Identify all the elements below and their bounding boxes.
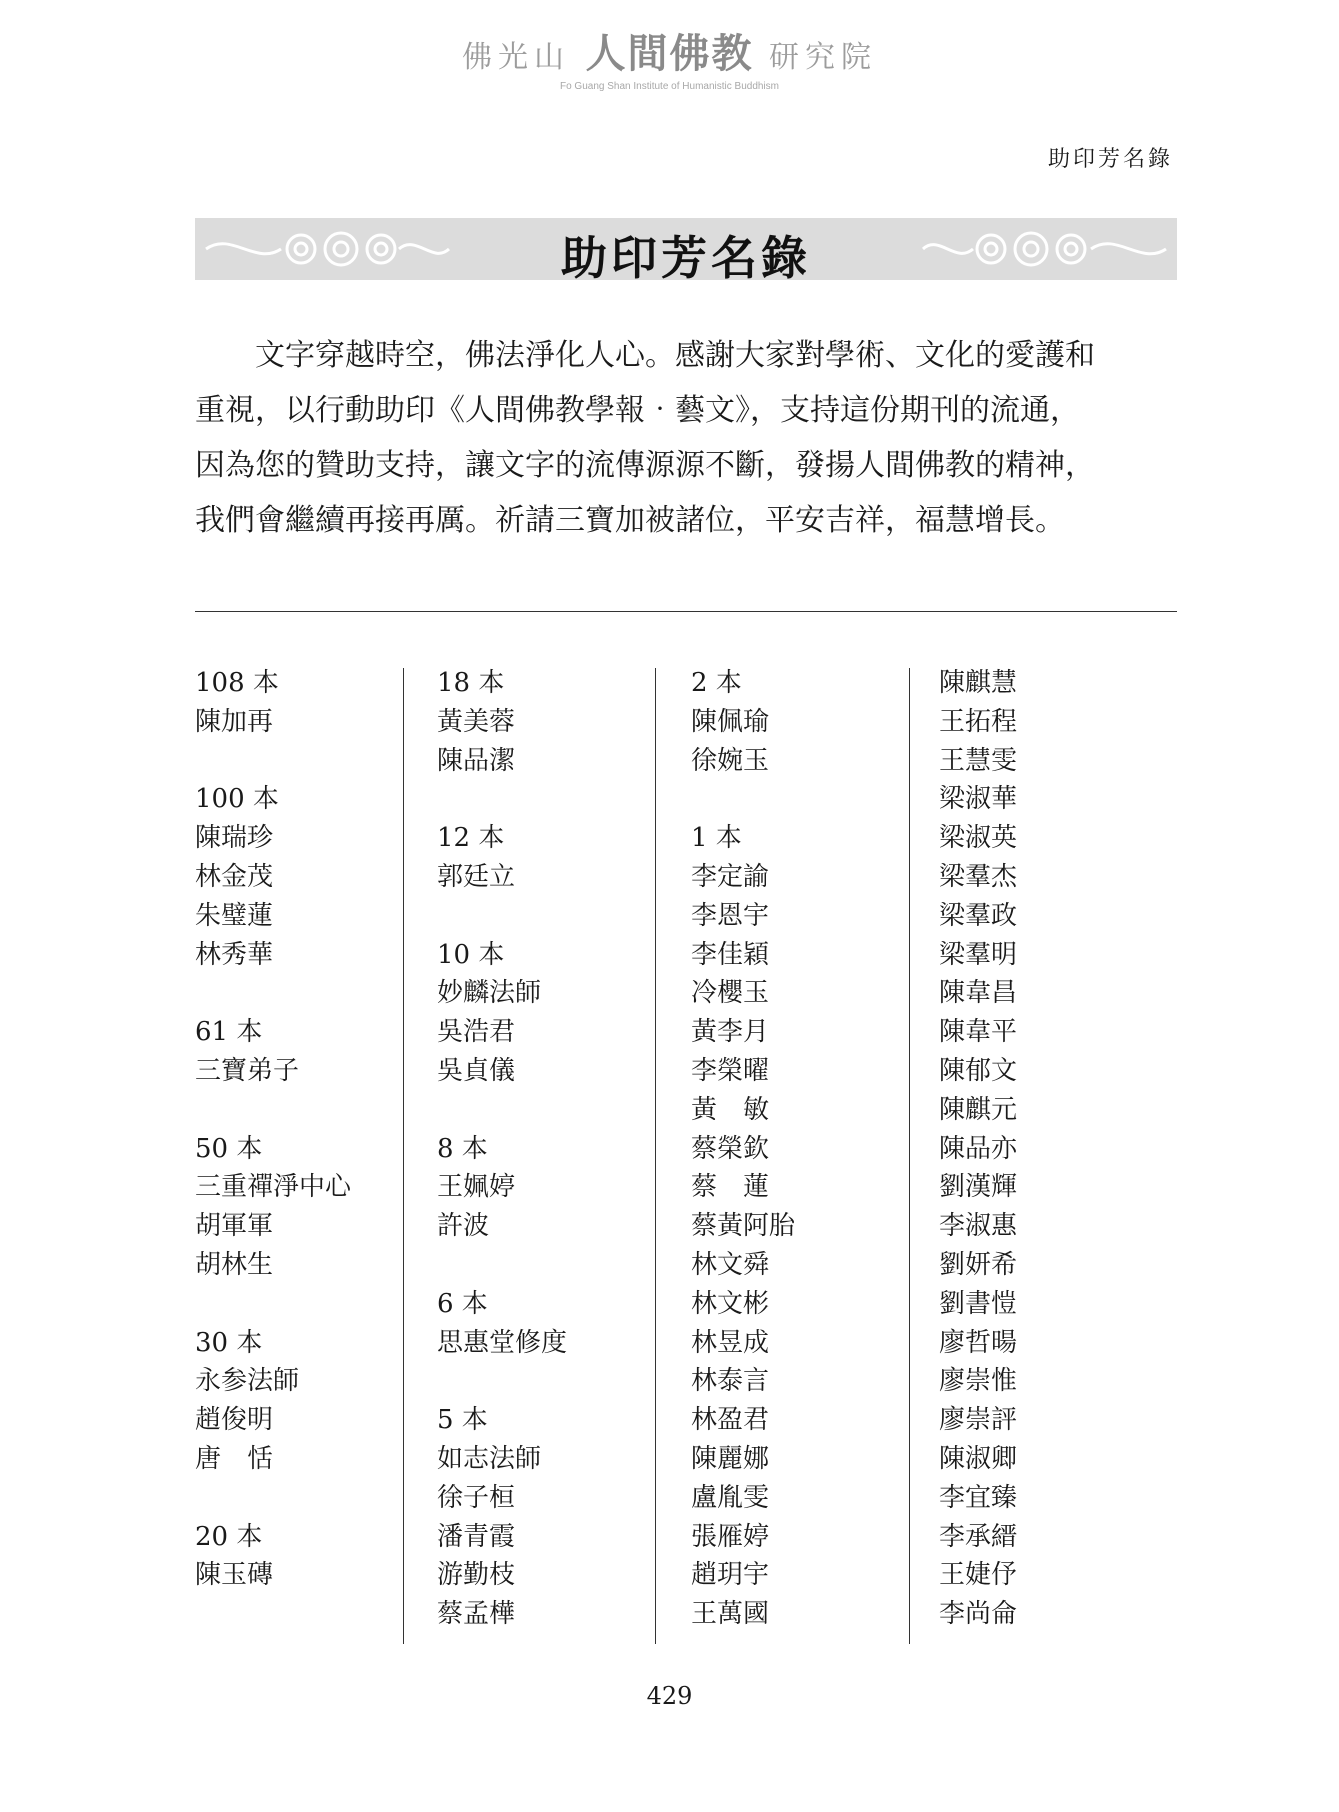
donor-name: 李宜臻 xyxy=(939,1482,1018,1513)
spacer xyxy=(195,1285,395,1324)
copy-count-heading: 30 本 xyxy=(195,1327,263,1358)
copy-count-heading: 12 本 xyxy=(437,823,505,854)
donor-name: 游勤枝 xyxy=(437,1560,516,1591)
donor-name: 胡軍軍 xyxy=(195,1211,274,1242)
watermark-logo xyxy=(0,22,1339,79)
donor-name: 陳淑卿 xyxy=(939,1443,1018,1474)
donor-name: 王婕伃 xyxy=(939,1560,1018,1591)
donor-name: 王慧雯 xyxy=(939,745,1018,776)
spacer xyxy=(437,1246,637,1285)
donor-name: 如志法師 xyxy=(437,1443,542,1474)
donor-column-3 xyxy=(691,664,891,1644)
copy-count-heading: 10 本 xyxy=(437,939,505,970)
copy-count-heading: 8 本 xyxy=(437,1133,488,1164)
donor-name: 徐婉玉 xyxy=(691,745,770,776)
watermark-right: 研究院 xyxy=(769,40,878,75)
donor-name: 林文舜 xyxy=(691,1249,770,1280)
donor-column-4 xyxy=(939,664,1139,1644)
page-title: 助印芳名錄 xyxy=(561,231,811,285)
spacer xyxy=(437,1362,637,1401)
donor-name: 吳浩君 xyxy=(437,1017,516,1048)
copy-count-heading: 2 本 xyxy=(691,668,742,698)
spacer xyxy=(437,1091,637,1130)
donor-name: 李佳穎 xyxy=(691,939,770,970)
donor-name: 蔡榮欽 xyxy=(691,1133,770,1164)
donor-name: 李淑惠 xyxy=(939,1211,1018,1242)
donor-name: 唐 恬 xyxy=(195,1443,274,1474)
section-divider xyxy=(195,611,1177,612)
donor-name: 梁羣杰 xyxy=(939,861,1018,892)
donor-name: 黃美蓉 xyxy=(437,706,516,737)
donor-name: 陳韋昌 xyxy=(939,978,1018,1009)
donor-name: 盧胤雯 xyxy=(691,1482,770,1513)
spacer xyxy=(195,1479,395,1518)
donor-name: 吳貞儀 xyxy=(437,1055,516,1086)
donor-name: 蔡黃阿胎 xyxy=(691,1211,796,1242)
donor-list xyxy=(195,664,1177,1644)
donor-name: 三重禪淨中心 xyxy=(195,1172,352,1203)
donor-name: 王姵婷 xyxy=(437,1172,516,1203)
donor-name: 許波 xyxy=(437,1211,490,1242)
donor-name: 陳麗娜 xyxy=(691,1443,770,1474)
spacer xyxy=(437,897,637,936)
watermark-subtitle: Fo Guang Shan Institute of Humanistic Buddhism xyxy=(559,81,779,92)
intro-line: 我們會繼續再接再厲。祈請三寶加被諸位，平安吉祥，福慧增長。 xyxy=(195,503,1065,538)
donor-name: 陳玉磚 xyxy=(195,1560,274,1591)
donor-name: 思惠堂修度 xyxy=(437,1327,568,1358)
donor-name: 郭廷立 xyxy=(437,861,516,892)
donor-name: 陳品亦 xyxy=(939,1133,1018,1164)
donor-name: 陳韋平 xyxy=(939,1017,1018,1048)
donor-name: 黃 敏 xyxy=(691,1094,770,1125)
donor-name: 王萬國 xyxy=(691,1599,770,1630)
copy-count-heading: 50 本 xyxy=(195,1133,263,1164)
donor-name: 廖崇惟 xyxy=(939,1366,1018,1397)
donor-name: 林秀華 xyxy=(195,939,274,970)
donor-name: 林盈君 xyxy=(691,1405,770,1436)
donor-name: 劉妍希 xyxy=(939,1249,1018,1280)
donor-name: 陳郁文 xyxy=(939,1055,1018,1086)
intro-paragraph xyxy=(195,328,1177,548)
donor-name: 廖崇評 xyxy=(939,1405,1018,1436)
donor-name: 蔡 蓮 xyxy=(691,1172,770,1203)
copy-count-heading: 20 本 xyxy=(195,1521,263,1552)
copy-count-heading: 108 本 xyxy=(195,668,279,698)
donor-name: 王拓程 xyxy=(939,706,1018,737)
donor-name: 梁淑華 xyxy=(939,784,1018,815)
donor-name: 陳麒慧 xyxy=(939,668,1018,698)
donor-name: 梁淑英 xyxy=(939,823,1018,854)
spacer xyxy=(691,780,891,819)
donor-name: 三寶弟子 xyxy=(195,1055,300,1086)
donor-name: 陳佩瑜 xyxy=(691,706,770,737)
donor-name: 林泰言 xyxy=(691,1366,770,1397)
watermark-brand: 人間佛教 xyxy=(585,30,754,77)
column-divider xyxy=(403,668,404,1644)
column-divider xyxy=(655,668,656,1644)
donor-name: 胡林生 xyxy=(195,1249,274,1280)
donor-name: 陳麒元 xyxy=(939,1094,1018,1125)
copy-count-heading: 18 本 xyxy=(437,668,505,698)
copy-count-heading: 1 本 xyxy=(691,823,742,854)
donor-name: 趙俊明 xyxy=(195,1405,274,1436)
spacer xyxy=(195,1091,395,1130)
right-ornament-icon xyxy=(921,226,1171,272)
donor-name: 張雁婷 xyxy=(691,1521,770,1552)
title-banner xyxy=(195,218,1177,285)
donor-name: 梁羣政 xyxy=(939,900,1018,931)
donor-name: 劉書愷 xyxy=(939,1288,1018,1319)
donor-name: 陳加再 xyxy=(195,706,274,737)
donor-name: 黃李月 xyxy=(691,1017,770,1048)
copy-count-heading: 6 本 xyxy=(437,1288,488,1319)
donor-name: 永参法師 xyxy=(195,1366,300,1397)
donor-name: 陳品潔 xyxy=(437,745,516,776)
donor-name: 林金茂 xyxy=(195,861,274,892)
copy-count-heading: 5 本 xyxy=(437,1405,488,1436)
donor-name: 李恩宇 xyxy=(691,900,770,931)
donor-column-1 xyxy=(195,664,395,1644)
running-header: 助印芳名錄 xyxy=(1047,147,1173,172)
donor-name: 李尚侖 xyxy=(939,1599,1018,1630)
donor-column-2 xyxy=(437,664,637,1644)
donor-name: 李榮曜 xyxy=(691,1055,770,1086)
spacer xyxy=(437,780,637,819)
donor-name: 蔡孟樺 xyxy=(437,1599,516,1630)
donor-name: 劉漢輝 xyxy=(939,1172,1018,1203)
column-divider xyxy=(909,668,910,1644)
donor-name: 朱璧蓮 xyxy=(195,900,274,931)
intro-line: 重視，以行動助印《人間佛教學報‧藝文》，支持這份期刊的流通， xyxy=(195,393,1080,428)
donor-name: 林昱成 xyxy=(691,1327,770,1358)
donor-name: 林文彬 xyxy=(691,1288,770,1319)
donor-name: 趙玥宇 xyxy=(691,1560,770,1591)
donor-name: 廖哲暘 xyxy=(939,1327,1018,1358)
donor-name: 陳瑞珍 xyxy=(195,823,274,854)
page-number: 429 xyxy=(646,1682,693,1710)
intro-line: 因為您的贊助支持，讓文字的流傳源源不斷，發揚人間佛教的精神， xyxy=(195,448,1095,483)
spacer xyxy=(195,742,395,781)
institute-watermark xyxy=(0,22,1339,92)
copy-count-heading: 100 本 xyxy=(195,784,279,815)
donor-name: 梁羣明 xyxy=(939,939,1018,970)
donor-name: 李承縉 xyxy=(939,1521,1018,1552)
donor-name: 李定諭 xyxy=(691,861,770,892)
donor-name: 冷櫻玉 xyxy=(691,978,770,1009)
spacer xyxy=(195,974,395,1013)
intro-line: 文字穿越時空，佛法淨化人心。感謝大家對學術、文化的愛護和 xyxy=(255,338,1095,373)
donor-name: 妙麟法師 xyxy=(437,978,542,1009)
watermark-left: 佛光山 xyxy=(461,40,570,75)
donor-name: 潘青霞 xyxy=(437,1521,516,1552)
donor-name: 徐子桓 xyxy=(437,1482,516,1513)
copy-count-heading: 61 本 xyxy=(195,1017,263,1048)
